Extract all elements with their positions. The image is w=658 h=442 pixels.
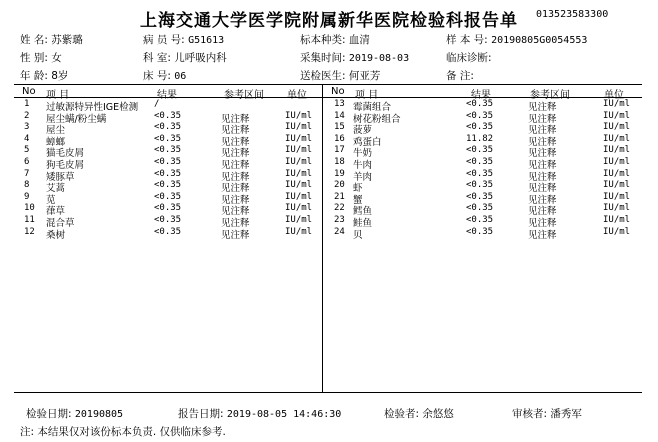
row-item: 蟑螂	[46, 136, 66, 148]
row-no: 15	[334, 122, 345, 133]
row-result: <0.35	[154, 226, 182, 237]
test-date-field	[26, 406, 123, 421]
row-result: <0.35	[466, 226, 494, 237]
row-ref: 见注释	[528, 194, 557, 206]
test-date-label: 检验日期:	[26, 408, 72, 420]
sample-field	[446, 32, 587, 47]
row-item: 虾	[353, 183, 363, 195]
row-result: <0.35	[154, 122, 182, 133]
row-no: 22	[334, 203, 345, 214]
tester-label: 检验者:	[384, 408, 420, 420]
sample-number: 20190805G0054553	[491, 35, 588, 46]
row-result: <0.35	[466, 122, 494, 133]
doctor-name: 何亚芳	[348, 70, 381, 82]
row-result: /	[154, 99, 160, 109]
row-unit: IU/ml	[603, 168, 631, 179]
row-ref: 见注释	[528, 217, 557, 229]
left-col-result: 结果	[157, 90, 177, 101]
row-item: 混合草	[46, 217, 75, 229]
row-ref: 见注释	[528, 229, 557, 241]
row-result: <0.35	[154, 191, 182, 202]
reviewer-name: 潘秀军	[550, 408, 582, 420]
row-item: 桑树	[46, 229, 66, 241]
row-no: 24	[334, 226, 345, 237]
left-col-item: 项 目	[46, 90, 70, 101]
row-ref: 见注释	[221, 183, 250, 195]
row-ref: 见注释	[528, 136, 557, 148]
row-unit: IU/ml	[285, 191, 313, 202]
row-unit: IU/ml	[603, 180, 631, 191]
row-no: 6	[24, 156, 30, 167]
row-ref: 见注释	[528, 183, 557, 195]
row-result: <0.35	[466, 99, 494, 109]
row-item: 牛肉	[353, 159, 373, 171]
row-unit: IU/ml	[285, 122, 313, 133]
row-ref: 见注释	[221, 125, 250, 137]
row-unit: IU/ml	[603, 122, 631, 133]
row-result: <0.35	[466, 191, 494, 202]
row-item: 贝	[353, 229, 363, 241]
row-unit: IU/ml	[285, 214, 313, 225]
record-number: G51613	[188, 35, 225, 46]
table-top-rule	[14, 84, 642, 85]
row-unit: IU/ml	[285, 203, 313, 214]
record-label: 病 员 号:	[143, 34, 185, 46]
row-no: 21	[334, 191, 345, 202]
row-item: 过敏源特异性IGE检测	[46, 102, 139, 113]
patient-gender: 女	[51, 52, 62, 64]
row-unit: IU/ml	[285, 145, 313, 156]
row-item: 霉菌组合	[353, 102, 392, 113]
row-ref: 见注释	[221, 113, 250, 125]
row-ref: 见注释	[528, 102, 557, 113]
row-ref: 见注释	[221, 206, 250, 218]
row-item: 艾蒿	[46, 183, 66, 195]
row-item: 菠萝	[353, 125, 373, 137]
row-no: 23	[334, 214, 345, 225]
patient-gender-label: 性 别:	[20, 52, 48, 64]
remark-field	[446, 68, 474, 83]
report-date: 2019-08-05 14:46:30	[226, 409, 342, 420]
table-column-divider	[322, 84, 323, 392]
diagnosis-field	[446, 50, 492, 65]
tester-name: 余悠悠	[422, 408, 454, 420]
bed-label: 床 号:	[143, 70, 171, 82]
row-item: 苋	[46, 194, 56, 206]
diagnosis-label: 临床诊断:	[446, 52, 492, 64]
collect-date: 2019-08-03	[348, 53, 410, 64]
row-unit: IU/ml	[285, 168, 313, 179]
row-result: <0.35	[154, 145, 182, 156]
row-result: <0.35	[154, 214, 182, 225]
row-unit: IU/ml	[603, 203, 631, 214]
row-no: 12	[24, 226, 35, 237]
right-col-ref: 参考区间	[530, 90, 570, 101]
row-ref: 见注释	[221, 217, 250, 229]
row-no: 4	[24, 133, 30, 144]
row-unit: IU/ml	[603, 133, 631, 144]
row-result: <0.35	[466, 203, 494, 214]
report-date-field	[178, 406, 341, 421]
sample-code: 013523583300	[536, 9, 609, 20]
row-unit: IU/ml	[603, 156, 631, 167]
row-item: 狗毛皮屑	[46, 159, 85, 171]
row-ref: 见注释	[221, 136, 250, 148]
row-no: 20	[334, 180, 345, 191]
row-item: 矮豚草	[46, 171, 75, 183]
patient-name-field	[20, 32, 83, 47]
row-unit: IU/ml	[603, 191, 631, 202]
reviewer-field	[512, 406, 582, 421]
report-date-label: 报告日期:	[178, 408, 224, 420]
row-result: <0.35	[466, 168, 494, 179]
specimen-type: 血清	[348, 34, 370, 46]
row-no: 10	[24, 203, 35, 214]
row-result: <0.35	[154, 168, 182, 179]
row-no: 9	[24, 191, 30, 202]
row-unit: IU/ml	[285, 133, 313, 144]
left-col-unit: 单位	[287, 90, 307, 101]
right-col-unit: 单位	[604, 90, 624, 101]
row-no: 17	[334, 145, 345, 156]
specimen-field	[300, 32, 370, 47]
row-no: 14	[334, 110, 345, 121]
left-col-ref: 参考区间	[224, 90, 264, 101]
collect-field	[300, 50, 409, 65]
row-item: 鲑鱼	[353, 217, 373, 229]
row-result: 11.82	[466, 133, 494, 144]
row-unit: IU/ml	[603, 145, 631, 156]
record-field	[143, 32, 224, 47]
row-item: 猫毛皮屑	[46, 148, 85, 160]
row-unit: IU/ml	[603, 99, 631, 109]
test-date: 20190805	[74, 409, 124, 420]
row-result: <0.35	[466, 156, 494, 167]
row-result: <0.35	[466, 110, 494, 121]
right-col-result: 结果	[471, 90, 491, 101]
row-result: <0.35	[466, 145, 494, 156]
row-item: 蟹	[353, 194, 363, 206]
row-item: 鳕鱼	[353, 206, 373, 218]
row-item: 羊肉	[353, 171, 373, 183]
remark-label: 备 注:	[446, 70, 474, 82]
dept-name: 儿呼吸内科	[174, 52, 227, 64]
collect-label: 采集时间:	[300, 52, 346, 64]
row-item: 屋尘	[46, 125, 66, 137]
row-no: 11	[24, 214, 35, 225]
row-unit: IU/ml	[603, 226, 631, 237]
bed-field	[143, 68, 186, 83]
dept-field	[143, 50, 227, 65]
report-title: 上海交通大学医学院附属新华医院检验科报告单	[140, 11, 518, 31]
row-item: 牛奶	[353, 148, 373, 160]
row-unit: IU/ml	[285, 110, 313, 121]
row-ref: 见注释	[221, 229, 250, 241]
row-ref: 见注释	[528, 171, 557, 183]
row-ref: 见注释	[221, 148, 250, 160]
row-result: <0.35	[466, 214, 494, 225]
row-item: 葎草	[46, 206, 66, 218]
row-ref: 见注释	[528, 148, 557, 160]
row-result: <0.35	[466, 180, 494, 191]
patient-gender-field	[20, 50, 62, 65]
footer-note: 注: 本结果仅对该份标本负责. 仅供临床参考.	[20, 426, 226, 438]
row-result: <0.35	[154, 133, 182, 144]
row-ref: 见注释	[221, 171, 250, 183]
row-ref: 见注释	[221, 159, 250, 171]
row-unit: IU/ml	[285, 226, 313, 237]
row-no: 8	[24, 180, 30, 191]
left-col-no: No	[22, 86, 36, 97]
row-unit: IU/ml	[285, 156, 313, 167]
row-no: 3	[24, 122, 30, 133]
row-unit: IU/ml	[285, 180, 313, 191]
reviewer-label: 审核者:	[512, 408, 548, 420]
row-no: 2	[24, 110, 30, 121]
specimen-label: 标本种类:	[300, 34, 346, 46]
doctor-label: 送检医生:	[300, 70, 346, 82]
row-no: 19	[334, 168, 345, 179]
patient-name-label: 姓 名:	[20, 34, 48, 46]
table-bottom-rule	[14, 392, 642, 393]
right-col-item: 项 目	[355, 90, 379, 101]
tester-field	[384, 406, 454, 421]
row-ref: 见注释	[528, 206, 557, 218]
row-result: <0.35	[154, 180, 182, 191]
patient-age-label: 年 龄:	[20, 70, 48, 82]
dept-label: 科 室:	[143, 52, 171, 64]
row-no: 13	[334, 99, 345, 109]
row-unit: IU/ml	[603, 214, 631, 225]
row-result: <0.35	[154, 203, 182, 214]
row-ref: 见注释	[221, 194, 250, 206]
row-no: 7	[24, 168, 30, 179]
doctor-field	[300, 68, 380, 83]
row-no: 1	[24, 99, 30, 109]
row-ref: 见注释	[528, 159, 557, 171]
row-item: 树花粉组合	[353, 113, 401, 125]
row-no: 5	[24, 145, 30, 156]
row-result: <0.35	[154, 156, 182, 167]
row-item: 屋尘螨/粉尘螨	[46, 113, 107, 125]
patient-age-field	[20, 68, 68, 83]
sample-label: 样 本 号:	[446, 34, 488, 46]
row-ref: 见注释	[528, 113, 557, 125]
row-result: <0.35	[154, 110, 182, 121]
patient-name: 苏紫璐	[51, 34, 83, 46]
right-col-no: No	[331, 86, 345, 97]
row-ref: 见注释	[528, 125, 557, 137]
row-item: 鸡蛋白	[353, 136, 382, 148]
bed-number: 06	[174, 71, 187, 82]
row-unit: IU/ml	[603, 110, 631, 121]
patient-age: 8岁	[51, 70, 69, 82]
row-no: 18	[334, 156, 345, 167]
row-no: 16	[334, 133, 345, 144]
